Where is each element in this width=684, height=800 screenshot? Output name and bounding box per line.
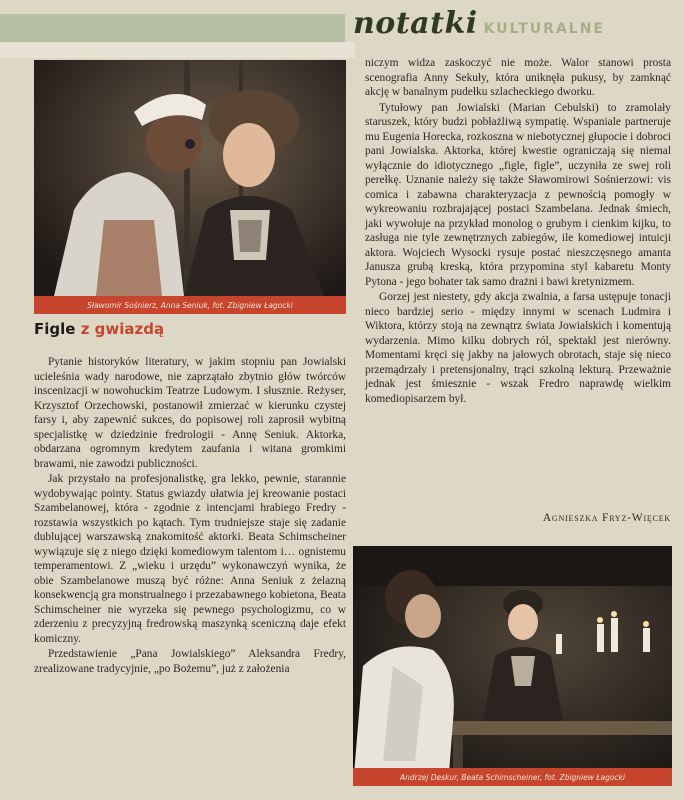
section-title-script: notatki <box>353 6 478 41</box>
photo-top <box>34 60 346 314</box>
paragraph: Jak przystało na profesjonalistkę, gra lekko, pewnie, starannie wydobywając pointy. Status gwiazdy ułatwia jej kreowanie postaci Szambelanowej, która - zgodnie z intencjami hrabiego Fredry - rozstawia wszystkich po kątach. Tym trudniejsze staje się zadanie dublującej warszawską znakomitość aktorki. Beata Schimscheiner wywiązuje się z niego dzięki komediowym talentom i… ognistemu temperamentowi. Z „wieku i urzędu” wykonawczyń wynika, że obie Szambelanowe muszą być różne: Anna Seniuk z żelazną konsekwencją gra monstrualnego i przezabawnego kobietona, Beata Schimscheiner nie wyrzeka się pewnego psychologizmu, co w zderzeniu z precyzyjną fredrowską maszynką sceniczną daje efekt komiczny. <box>34 473 346 645</box>
paragraph: Gorzej jest niestety, gdy akcja zwalnia, a farsa ustępuje tonacji nieco bardziej serio - między innymi w scenach Ludmira i Wiktora, którzy stoją na zewnątrz świata Jowialskich i komentują wydarzenia. Mimo kilku dobrych ról, spektakl jest nierówny. Momentami kręci się jakby na jałowych obrotach, staje się nieco przemądrzały i pretensjonalny, trąci szkolną lekturą. Przeważnie jednak jest śmiesznie - wszak Fredro naprawdę wielkim komediopisarzem był. <box>365 291 671 405</box>
photo-top-caption: Sławomir Sośnierz, Anna Seniuk, fot. Zbigniew Łagocki <box>34 296 346 314</box>
section-header <box>353 6 605 46</box>
article-column-left <box>34 355 346 676</box>
paragraph: Pytanie historyków literatury, w jakim stopniu pan Jowialski ucieleśnia wady narodowe, nie zaprzątało zbytnio głów twórców inscenizacji w nowohuckim Teatrze Ludowym. I słusznie. Reżyser, Krzysztof Orzechowski, postanowił zmierzać w kierunku czystej farsy i, aby zapewnić sukces, do popisowej roli zaprosił wybitną specjalistkę w dziedzinie fredrologii - Annę Seniuk. Aktorka, obdarzana ogromnym kredytem zaufania i witana gromkimi brawami, nie zawodzi publiczności. <box>34 356 346 470</box>
photo-bottom-caption: Andrzej Deskur, Beata Schimscheiner, fot. Zbigniew Łagocki <box>353 768 672 786</box>
article-column-right <box>365 56 671 406</box>
photo-top-image <box>34 60 346 314</box>
header-decorative-band <box>0 14 345 42</box>
paragraph: niczym widza zaskoczyć nie może. Walor stanowi prosta scenografia Anny Sekuły, która uniknęła pukusy, by zamknąć akcję w banalnym pudełku szlacheckiego dworku. <box>365 57 671 98</box>
section-title-caps: KULTURALNE <box>483 21 605 37</box>
photo-bottom-image <box>353 546 672 786</box>
paragraph: Tytułowy pan Jowialski (Marian Cebulski) to zramolały staruszek, który budzi pobłażliwą sympatię. Wspaniale partneruje mu Eugenia Horecka, rozkoszna w niebotycznej głupocie i dobroci pani Jowialska. Aktorka, której kwestie ograniczają się niemal wyłącznie do idiotycznego „figle, figle”, uczyniła ze swej roli perełkę. Uznanie należy się także Sławomirowi Sośnierzowi: vis comica i zabawna charakteryzacja z pewnością pomogły w wykreowaniu rozbrajającej postaci Szambelana. Jednak śmiech, jaki wywołuje na przykład monolog o grubym i cienkim kijku, to zasługa nie tyle zewnętrznych zabiegów, ile komediowej intuicji aktora. Wojciech Wysocki rysuje postać nieszczęsnego amanta Janusza grubą kreską, która przypomina styl kabaretu Monty Pytona - jego bohater tak samo drażni i bawi kretynizmem. <box>365 101 671 288</box>
headline-red-part: z gwiazdą <box>80 320 165 338</box>
headline-black-part: Figle <box>34 320 76 338</box>
paragraph: Przedstawienie „Pana Jowialskiego” Aleksandra Fredry, zrealizowane tradycyjnie, „po Bożemu”, już z założenia <box>34 648 346 675</box>
article-headline <box>34 320 164 338</box>
header-shade-band <box>0 42 355 58</box>
photo-bottom <box>353 546 672 786</box>
article-author: Agnieszka Fryz-Więcek <box>542 512 671 524</box>
